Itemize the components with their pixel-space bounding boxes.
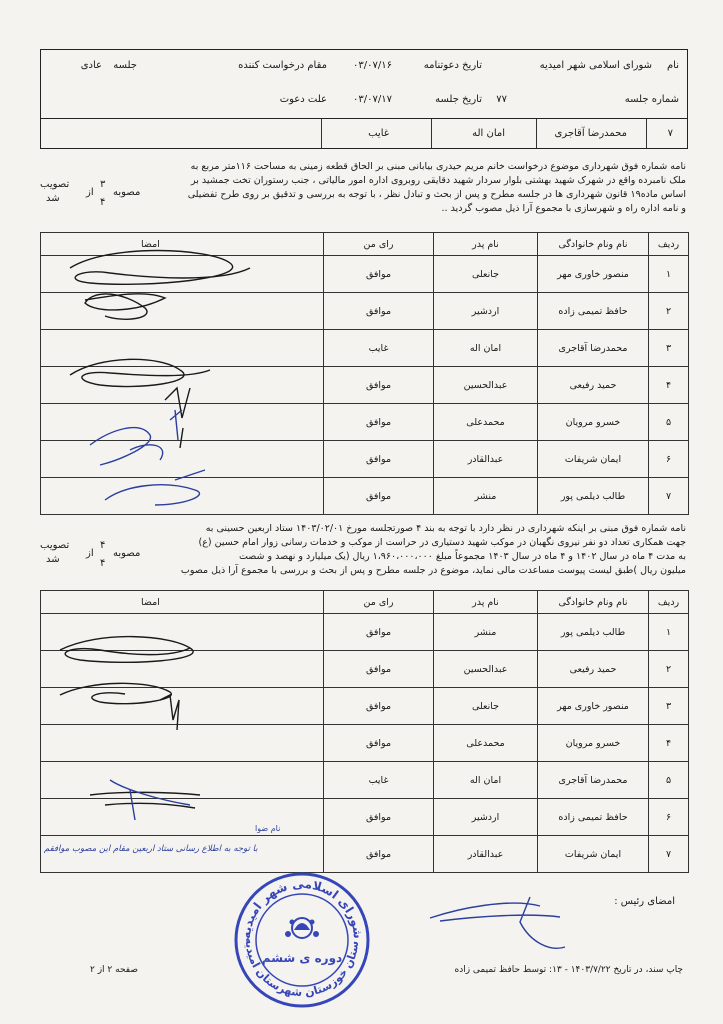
stamp-top-text: شورای اسلامی شهر امیدیه [238, 876, 366, 940]
resolution-line: میلیون ریال )طبق لیست پیوست مساعدت مالی نماید، موضوع در جلسه مطرح و پس از بحث و بررسی با مجموع آرا ذیل مصوب [180, 565, 686, 576]
resolution-line: نامه شماره فوق شهرداری موضوع درخواست خانم مریم حیدری بیابانی مبنی بر الحاق قطعه زمینی به مساحت ۱۱۶متر مربع به [190, 161, 686, 172]
table-row [41, 404, 689, 441]
member-name: حافظ تمیمی زاده [538, 293, 649, 330]
member-name: محمدرضا آقاجری [554, 128, 627, 139]
resolution-line: به مدت ۴ ماه در سال ۱۴۰۲ و ۴ ماه در سال ۱۴۰۳ مجموعاً مبلغ ۱،۹۶۰،۰۰۰،۰۰۰ ریال (یک میلیارد و نهصد و شصت [238, 551, 686, 562]
father-name: امان اله [434, 330, 538, 367]
header-row-number: ردیف [649, 591, 689, 614]
member-name: طالب دیلمی پور [538, 478, 649, 515]
signature-cell [41, 651, 324, 688]
header-father: نام پدر [434, 233, 538, 256]
vote-table-1 [40, 232, 689, 515]
signature-cell [41, 762, 324, 799]
approval-label: مصوبه [113, 548, 141, 559]
header-sign: امضا [41, 591, 324, 614]
previous-table-last-row [40, 119, 688, 149]
father-name: منشر [434, 478, 538, 515]
signature-cell [41, 441, 324, 478]
session-header [40, 49, 688, 119]
member-name: ایمان شریفات [538, 441, 649, 478]
header-name: نام ونام خانوادگی [538, 591, 649, 614]
chair-sign-label: امضای رئیس : [614, 896, 675, 907]
signature-cell [41, 330, 324, 367]
signature-cell [41, 367, 324, 404]
row-number: ۶ [649, 799, 689, 836]
member-name: حافظ تمیمی زاده [538, 799, 649, 836]
row-number: ۳ [649, 330, 689, 367]
resolution-1-text [111, 160, 686, 216]
vote-value: غایب [324, 330, 434, 367]
table-row [41, 688, 689, 725]
father-name: عبدالحسین [434, 367, 538, 404]
table-row [41, 762, 689, 799]
row-number: ۵ [649, 404, 689, 441]
vote-value: موافق [324, 441, 434, 478]
resolution-line: و نامه اداره راه و شهرسازی با مجموع آرا ذیل مصوب گردید .. [441, 203, 686, 214]
father-name: عبدالقادر [434, 836, 538, 873]
of-label: از [86, 187, 94, 198]
header-vote: رای من [324, 591, 434, 614]
resolution-line: جهت همکاری تعداد دو نفر نیروی نگهبان در موکب شهید دستیاری در حراست از موکب و خدمات رسانی زوار امام حسین (ع) [198, 537, 686, 548]
header-sign: امضا [41, 233, 324, 256]
approval-total: ۴ [100, 197, 106, 208]
stamp-bottom-text: ستان خوزستان شهرستان امیدیه [242, 937, 362, 1000]
approval-label: مصوبه [113, 187, 141, 198]
member-name: محمدرضا آقاجری [538, 330, 649, 367]
father-name: جانعلی [434, 256, 538, 293]
table-row [41, 330, 689, 367]
row-number: ۷ [649, 478, 689, 515]
row-number: ۵ [649, 762, 689, 799]
header-name: نام ونام خانوادگی [538, 233, 649, 256]
father-name: اردشیر [434, 799, 538, 836]
status-text: شد [46, 193, 60, 204]
table-row [41, 614, 689, 651]
signature-cell [41, 293, 324, 330]
of-label: از [86, 548, 94, 559]
table-row [41, 651, 689, 688]
signature-cell [41, 725, 324, 762]
signature-cell [41, 478, 324, 515]
reason-label: علت دعوت [279, 94, 327, 105]
print-info: چاپ سند، در تاریخ ۱۴۰۳/۷/۲۲ - ۱۳: توسط حافظ تمیمی زاده [454, 965, 683, 975]
resolution-2-text [111, 522, 686, 578]
note-line: نام ضوا [255, 824, 281, 833]
approval-number: ۴ [100, 540, 106, 551]
table-row [41, 441, 689, 478]
member-name: خسرو مرویان [538, 725, 649, 762]
signature-cell [41, 404, 324, 441]
approval-number: ۳ [100, 179, 106, 190]
row-number: ۴ [649, 367, 689, 404]
row-number: ۲ [649, 651, 689, 688]
row-number: ۴ [649, 725, 689, 762]
vote-value: موافق [324, 799, 434, 836]
invite-date-label: تاریخ دعوتنامه [423, 60, 482, 71]
resolution-line: نامه شماره فوق مبنی بر اینکه شهرداری در نظر دارد با توجه به بند ۴ صورتجلسه مورخ ۱۴۰۳/۰۲/۰۱ ستاد اربعین حسینی به [205, 523, 686, 534]
session-number-label: شماره جلسه [624, 94, 679, 105]
vote-value: موافق [324, 404, 434, 441]
father-name: عبدالقادر [434, 441, 538, 478]
member-name: منصور خاوری مهر [538, 688, 649, 725]
father-name: امان اله [434, 762, 538, 799]
vote-value: موافق [324, 725, 434, 762]
stamp-middle-text: دوره ی ششم [261, 951, 343, 965]
member-name: طالب دیلمی پور [538, 614, 649, 651]
council-name: شورای اسلامی شهر امیدیه [539, 60, 652, 71]
table-row [41, 478, 689, 515]
vote-value: موافق [324, 688, 434, 725]
session-type: عادی [80, 60, 102, 71]
resolution-line: ملک نامبرده واقع در شهرک شهید بهشتی بلوار سردار شهید دقایقی روبروی اداره امور مالیاتی ، جنب رستوران تخت جمشید بر [190, 175, 686, 186]
father-name: جانعلی [434, 688, 538, 725]
father-name: منشر [434, 614, 538, 651]
row-number: ۲ [649, 293, 689, 330]
handwritten-note [40, 820, 310, 860]
resolution-line: اساس ماده۱۹ قانون شهرداری ها در جلسه مطرح و پس از بحث و تبادل نظر ، با توجه به بررسی و تدقیق بر روی طرح تفضیلی [187, 189, 686, 200]
member-name: حمید رفیعی [538, 651, 649, 688]
resolution-2-meta [40, 536, 150, 576]
table-row [41, 293, 689, 330]
father-name: محمدعلی [434, 404, 538, 441]
signature-cell [41, 614, 324, 651]
row-number: ۱ [649, 256, 689, 293]
header-vote: رای من [324, 233, 434, 256]
stamp-icon [232, 870, 372, 1010]
note-line: با توجه به اطلاع رسانی ستاد اربعین مقام این مصوب موافقم [44, 844, 258, 854]
header-father: نام پدر [434, 591, 538, 614]
vote-value: موافق [324, 478, 434, 515]
member-name: حمید رفیعی [538, 367, 649, 404]
vote-value: غایب [324, 762, 434, 799]
signature-cell [41, 256, 324, 293]
table-row [41, 367, 689, 404]
vote-value: موافق [324, 614, 434, 651]
father-name: محمدعلی [434, 725, 538, 762]
council-label: نام [666, 60, 679, 71]
resolution-1-meta [40, 175, 150, 215]
row-number: ۷ [667, 128, 673, 139]
session-label: جلسه [113, 60, 137, 71]
vote-value: موافق [324, 293, 434, 330]
member-name: ایمان شریفات [538, 836, 649, 873]
page-number: صفحه ۲ از ۲ [90, 965, 138, 975]
status-text: شد [46, 554, 60, 565]
father-name: عبدالحسین [434, 651, 538, 688]
member-name: محمدرضا آقاجری [538, 762, 649, 799]
row-number: ۷ [649, 836, 689, 873]
signature-cell [41, 688, 324, 725]
member-name: خسرو مرویان [538, 404, 649, 441]
session-number: ۷۷ [496, 94, 507, 105]
council-stamp [232, 870, 372, 1010]
approval-total: ۴ [100, 558, 106, 569]
father-name: امان اله [472, 128, 505, 139]
table-row [41, 256, 689, 293]
session-date-label: تاریخ جلسه [435, 94, 482, 105]
requester-label: مقام درخواست کننده [238, 60, 327, 71]
invite-date: ۰۳/۰۷/۱۶ [353, 60, 392, 71]
status-text: تصویب [40, 540, 70, 551]
vote-value: موافق [324, 256, 434, 293]
status-text: تصویب [40, 179, 70, 190]
vote-value: موافق [324, 367, 434, 404]
signature-scribble [430, 897, 565, 948]
session-date: ۰۳/۰۷/۱۷ [353, 94, 392, 105]
vote-value: موافق [324, 651, 434, 688]
father-name: اردشیر [434, 293, 538, 330]
vote-value: موافق [324, 836, 434, 873]
row-number: ۱ [649, 614, 689, 651]
member-name: منصور خاوری مهر [538, 256, 649, 293]
row-number: ۳ [649, 688, 689, 725]
table-row [41, 725, 689, 762]
row-number: ۶ [649, 441, 689, 478]
header-row-number: ردیف [649, 233, 689, 256]
vote-value: غایب [368, 128, 389, 139]
